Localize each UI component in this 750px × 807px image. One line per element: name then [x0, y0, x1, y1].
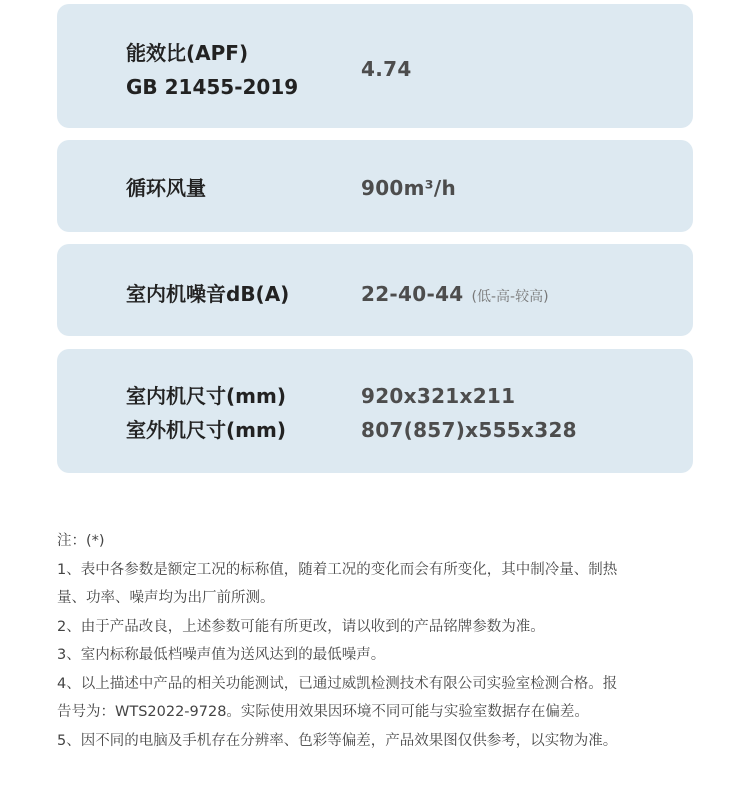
footnote-line: 3、室内标称最低档噪声值为送风达到的最低噪声。 [57, 647, 386, 663]
footnote-line: 量、功率、噪声均为出厂前所测。 [57, 590, 275, 606]
airflow-label: 循环风量 [126, 176, 206, 200]
indoor-dimensions-value: 920x321x211 [361, 384, 516, 408]
outdoor-dimensions-label: 室外机尺寸(mm) [126, 418, 286, 442]
airflow-value: 900m³/h [361, 176, 456, 200]
noise-value [361, 277, 549, 314]
footnote-line: 4、以上描述中产品的相关功能测试，已通过威凯检测技术有限公司实验室检测合格。报 [57, 675, 618, 692]
noise-level-note: (低-高-较高) [471, 289, 549, 305]
apf-standard-label: GB 21455-2019 [126, 75, 299, 99]
footnote-line: 1、表中各参数是额定工况的标称值，随着工况的变化而会有所变化，其中制冷量、制热 [57, 561, 618, 578]
footnote-line: 5、因不同的电脑及手机存在分辨率、色彩等偏差，产品效果图仅供参考，以实物为准。 [57, 732, 618, 749]
noise-value-text: 22-40-44 [361, 282, 464, 306]
footnote-line: 告号为：WTS2022-9728。实际使用效果因环境不同可能与实验室数据存在偏差。 [57, 704, 589, 720]
footnotes [57, 527, 697, 755]
outdoor-dimensions-value: 807(857)x555x328 [361, 418, 577, 442]
noise-spec-card [57, 244, 693, 336]
apf-value: 4.74 [361, 57, 412, 81]
footnotes-heading: 注：(*) [57, 533, 105, 549]
dimensions-spec-card [57, 349, 693, 473]
indoor-dimensions-label: 室内机尺寸(mm) [126, 384, 286, 408]
noise-label: 室内机噪音dB(A) [126, 282, 290, 306]
airflow-spec-card [57, 140, 693, 232]
apf-label: 能效比(APF) [126, 41, 249, 65]
footnote-line: 2、由于产品改良，上述参数可能有所更改，请以收到的产品铭牌参数为准。 [57, 618, 545, 635]
apf-spec-card [57, 4, 693, 128]
